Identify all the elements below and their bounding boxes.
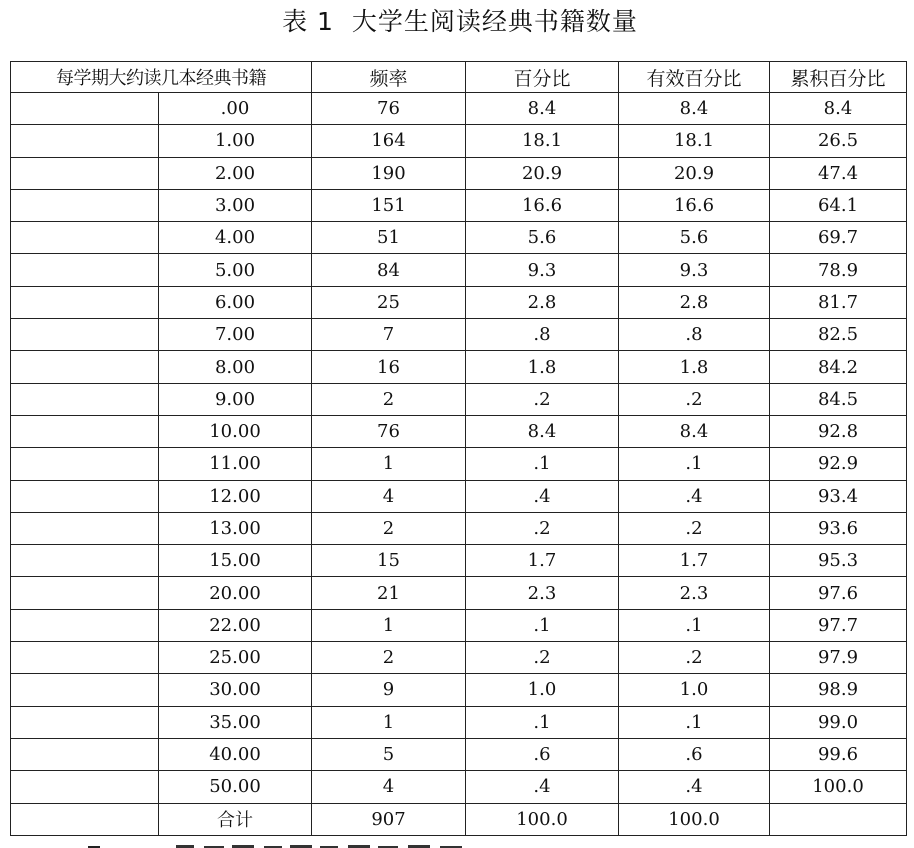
total-label: 合计 xyxy=(159,803,312,835)
table-row xyxy=(11,319,907,351)
cell-frequency: 5 xyxy=(312,738,466,770)
cell-valid-percent: .6 xyxy=(619,738,770,770)
header-valid-percent: 有效百分比 xyxy=(619,62,770,93)
cell-value: 4.00 xyxy=(159,222,312,254)
cell-frequency: 1 xyxy=(312,706,466,738)
cell-frequency: 25 xyxy=(312,286,466,318)
table-number: 表 1 xyxy=(282,7,334,36)
cell-frequency: 9 xyxy=(312,674,466,706)
cell-frequency: 21 xyxy=(312,577,466,609)
cell-value: 50.00 xyxy=(159,771,312,803)
cell-frequency: 2 xyxy=(312,512,466,544)
cell-value: 13.00 xyxy=(159,512,312,544)
cell-percent: .2 xyxy=(466,512,619,544)
cell-cumulative-percent: 99.0 xyxy=(770,706,907,738)
table-row xyxy=(11,577,907,609)
cell-cumulative-percent: 84.2 xyxy=(770,351,907,383)
row-stub-cell xyxy=(11,448,159,480)
cell-frequency: 1 xyxy=(312,448,466,480)
cell-percent: 5.6 xyxy=(466,222,619,254)
cell-cumulative-percent: 93.6 xyxy=(770,512,907,544)
table-total-row xyxy=(11,803,907,835)
cell-valid-percent: 8.4 xyxy=(619,415,770,447)
table-row xyxy=(11,286,907,318)
table-row xyxy=(11,642,907,674)
cell-valid-percent: 1.0 xyxy=(619,674,770,706)
cell-valid-percent: 20.9 xyxy=(619,157,770,189)
cell-percent: .4 xyxy=(466,480,619,512)
total-percent: 100.0 xyxy=(466,803,619,835)
table-row xyxy=(11,125,907,157)
cell-cumulative-percent: 93.4 xyxy=(770,480,907,512)
row-stub-cell xyxy=(11,738,159,770)
cell-valid-percent: 5.6 xyxy=(619,222,770,254)
cell-percent: .2 xyxy=(466,642,619,674)
cell-valid-percent: .4 xyxy=(619,480,770,512)
table-row xyxy=(11,222,907,254)
cell-valid-percent: .2 xyxy=(619,642,770,674)
cell-valid-percent: .4 xyxy=(619,771,770,803)
row-stub-cell xyxy=(11,93,159,125)
total-frequency: 907 xyxy=(312,803,466,835)
row-stub-cell xyxy=(11,351,159,383)
row-stub-cell xyxy=(11,222,159,254)
cell-frequency: 164 xyxy=(312,125,466,157)
cell-percent: .1 xyxy=(466,706,619,738)
table-row xyxy=(11,706,907,738)
cell-frequency: 4 xyxy=(312,771,466,803)
cell-frequency: 15 xyxy=(312,545,466,577)
cell-frequency: 84 xyxy=(312,254,466,286)
row-stub-cell xyxy=(11,286,159,318)
table-row xyxy=(11,383,907,415)
reading-count-table xyxy=(10,61,907,836)
cell-value: 6.00 xyxy=(159,286,312,318)
row-stub-cell xyxy=(11,254,159,286)
cell-frequency: 190 xyxy=(312,157,466,189)
cell-value: 20.00 xyxy=(159,577,312,609)
cell-frequency: 51 xyxy=(312,222,466,254)
row-stub-cell xyxy=(11,415,159,447)
cell-cumulative-percent: 69.7 xyxy=(770,222,907,254)
cell-valid-percent: 1.8 xyxy=(619,351,770,383)
row-stub-cell xyxy=(11,803,159,835)
cell-value: .00 xyxy=(159,93,312,125)
row-stub-cell xyxy=(11,771,159,803)
cell-value: 7.00 xyxy=(159,319,312,351)
table-title: 大学生阅读经典书籍数量 xyxy=(351,7,638,36)
cell-percent: .4 xyxy=(466,771,619,803)
cell-value: 12.00 xyxy=(159,480,312,512)
row-stub-cell xyxy=(11,706,159,738)
cell-percent: 18.1 xyxy=(466,125,619,157)
cell-value: 15.00 xyxy=(159,545,312,577)
cell-value: 40.00 xyxy=(159,738,312,770)
cell-percent: 1.7 xyxy=(466,545,619,577)
row-stub-cell xyxy=(11,189,159,221)
table-body xyxy=(11,93,907,836)
cell-cumulative-percent: 82.5 xyxy=(770,319,907,351)
cell-cumulative-percent: 99.6 xyxy=(770,738,907,770)
header-percent: 百分比 xyxy=(466,62,619,93)
cell-percent: 1.8 xyxy=(466,351,619,383)
cell-frequency: 7 xyxy=(312,319,466,351)
cell-valid-percent: 1.7 xyxy=(619,545,770,577)
cell-frequency: 76 xyxy=(312,93,466,125)
cell-frequency: 16 xyxy=(312,351,466,383)
row-stub-cell xyxy=(11,577,159,609)
table-row xyxy=(11,415,907,447)
cell-valid-percent: 2.8 xyxy=(619,286,770,318)
cell-cumulative-percent: 47.4 xyxy=(770,157,907,189)
cell-valid-percent: .8 xyxy=(619,319,770,351)
cell-value: 10.00 xyxy=(159,415,312,447)
cell-percent: .8 xyxy=(466,319,619,351)
cell-cumulative-percent: 84.5 xyxy=(770,383,907,415)
table-row xyxy=(11,480,907,512)
cell-value: 35.00 xyxy=(159,706,312,738)
cell-valid-percent: .1 xyxy=(619,609,770,641)
cell-value: 5.00 xyxy=(159,254,312,286)
table-row xyxy=(11,609,907,641)
row-stub-cell xyxy=(11,512,159,544)
table-row xyxy=(11,512,907,544)
cell-percent: .1 xyxy=(466,609,619,641)
table-caption xyxy=(0,4,914,40)
cell-cumulative-percent: 81.7 xyxy=(770,286,907,318)
cell-valid-percent: 16.6 xyxy=(619,189,770,221)
header-frequency: 频率 xyxy=(312,62,466,93)
cell-frequency: 76 xyxy=(312,415,466,447)
row-stub-cell xyxy=(11,480,159,512)
table-header-row xyxy=(11,62,907,93)
total-cumulative-percent xyxy=(770,803,907,835)
table-row xyxy=(11,351,907,383)
table-row xyxy=(11,545,907,577)
cell-cumulative-percent: 95.3 xyxy=(770,545,907,577)
row-stub-cell xyxy=(11,383,159,415)
cell-cumulative-percent: 64.1 xyxy=(770,189,907,221)
cell-percent: 8.4 xyxy=(466,93,619,125)
cell-valid-percent: .2 xyxy=(619,383,770,415)
cell-valid-percent: .2 xyxy=(619,512,770,544)
cell-cumulative-percent: 26.5 xyxy=(770,125,907,157)
cell-percent: 16.6 xyxy=(466,189,619,221)
cell-value: 8.00 xyxy=(159,351,312,383)
cell-cumulative-percent: 92.8 xyxy=(770,415,907,447)
table-row xyxy=(11,674,907,706)
row-stub-cell xyxy=(11,545,159,577)
cell-percent: 8.4 xyxy=(466,415,619,447)
cell-frequency: 1 xyxy=(312,609,466,641)
table-row xyxy=(11,189,907,221)
cell-cumulative-percent: 97.6 xyxy=(770,577,907,609)
cell-percent: .1 xyxy=(466,448,619,480)
cell-valid-percent: 8.4 xyxy=(619,93,770,125)
cell-percent: 2.3 xyxy=(466,577,619,609)
cell-value: 3.00 xyxy=(159,189,312,221)
row-stub-cell xyxy=(11,319,159,351)
cell-value: 2.00 xyxy=(159,157,312,189)
table-row xyxy=(11,157,907,189)
cell-valid-percent: .1 xyxy=(619,448,770,480)
table-row xyxy=(11,93,907,125)
cell-percent: 1.0 xyxy=(466,674,619,706)
total-valid-percent: 100.0 xyxy=(619,803,770,835)
table-row xyxy=(11,254,907,286)
cell-frequency: 4 xyxy=(312,480,466,512)
row-stub-cell xyxy=(11,125,159,157)
table-row xyxy=(11,771,907,803)
cell-cumulative-percent: 97.7 xyxy=(770,609,907,641)
cell-value: 25.00 xyxy=(159,642,312,674)
cell-value: 30.00 xyxy=(159,674,312,706)
cell-valid-percent: 9.3 xyxy=(619,254,770,286)
row-stub-cell xyxy=(11,674,159,706)
cell-percent: .2 xyxy=(466,383,619,415)
cell-valid-percent: 2.3 xyxy=(619,577,770,609)
cell-cumulative-percent: 78.9 xyxy=(770,254,907,286)
cell-frequency: 2 xyxy=(312,383,466,415)
cell-value: 11.00 xyxy=(159,448,312,480)
cropped-text-fragment xyxy=(80,839,500,848)
cell-percent: 20.9 xyxy=(466,157,619,189)
cell-value: 9.00 xyxy=(159,383,312,415)
header-books-per-semester: 每学期大约读几本经典书籍 xyxy=(11,62,312,93)
cell-frequency: 151 xyxy=(312,189,466,221)
row-stub-cell xyxy=(11,609,159,641)
cell-value: 1.00 xyxy=(159,125,312,157)
cell-percent: 9.3 xyxy=(466,254,619,286)
cell-cumulative-percent: 97.9 xyxy=(770,642,907,674)
cell-cumulative-percent: 92.9 xyxy=(770,448,907,480)
cell-frequency: 2 xyxy=(312,642,466,674)
cell-valid-percent: .1 xyxy=(619,706,770,738)
table-row xyxy=(11,448,907,480)
cell-cumulative-percent: 8.4 xyxy=(770,93,907,125)
cell-cumulative-percent: 100.0 xyxy=(770,771,907,803)
row-stub-cell xyxy=(11,642,159,674)
cell-percent: 2.8 xyxy=(466,286,619,318)
table-row xyxy=(11,738,907,770)
cell-percent: .6 xyxy=(466,738,619,770)
row-stub-cell xyxy=(11,157,159,189)
cell-valid-percent: 18.1 xyxy=(619,125,770,157)
cell-cumulative-percent: 98.9 xyxy=(770,674,907,706)
header-cumulative-percent: 累积百分比 xyxy=(770,62,907,93)
cell-value: 22.00 xyxy=(159,609,312,641)
